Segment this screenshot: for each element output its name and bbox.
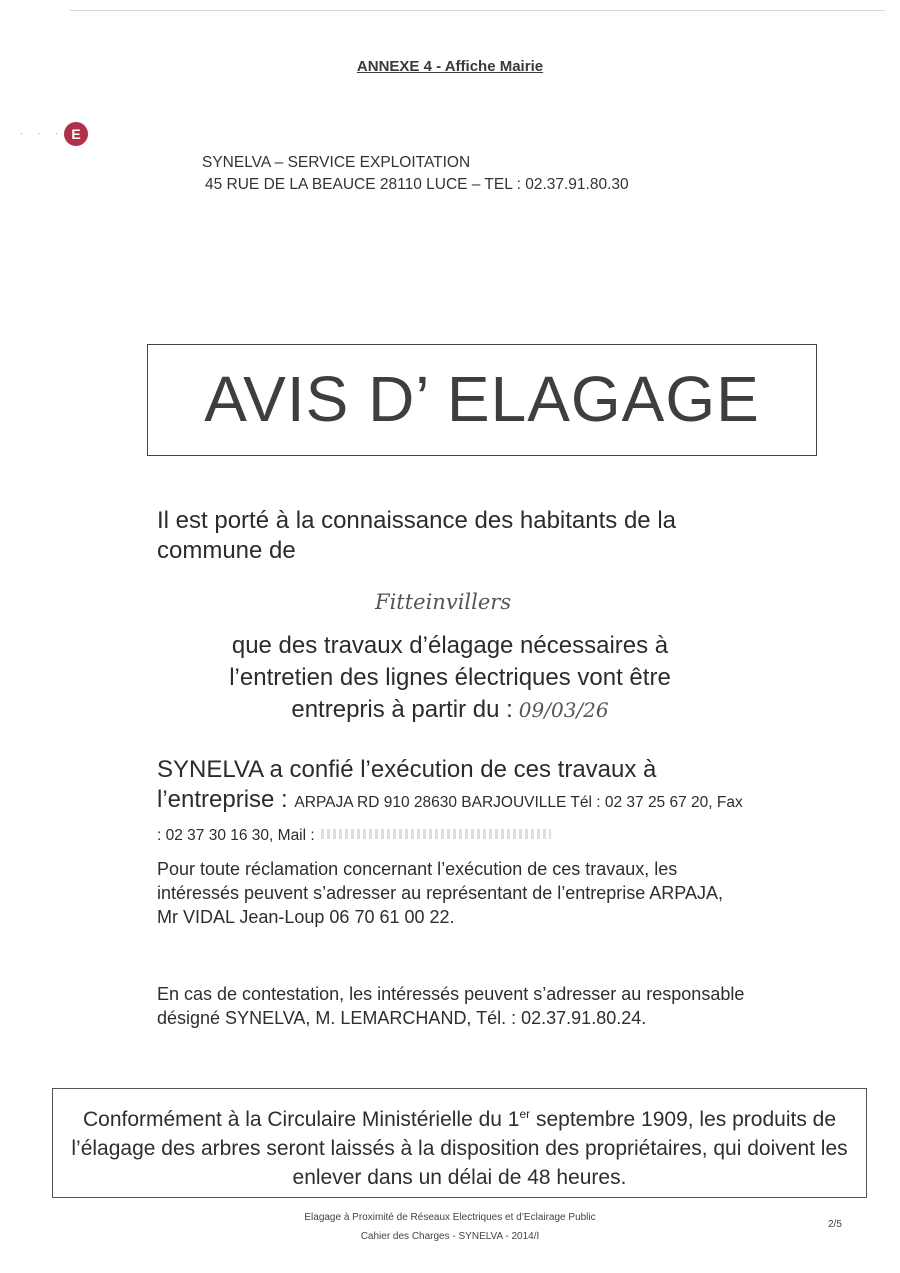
circular-text-2: septembre 1909, les produits de l’élagage des arbres seront laissés à la disposition des propriétaires, qui doivent les enlever dans un délai de 48 heures. [71,1108,848,1189]
page-number: 2/5 [828,1219,842,1230]
footer-line-1: Elagage à Proximité de Réseaux Electriques et d’Eclairage Public [304,1212,596,1223]
dispute-paragraph: En cas de contestation, les intéressés peuvent s’adresser au responsable désigné SYNELVA, M. LEMARCHAND, Tél. : 02.37.91.80.24. [157,984,745,1028]
circular-sup: er [519,1107,531,1121]
sender-line-2: 45 RUE DE LA BEAUCE 28110 LUCE – TEL : 02.37.91.80.30 [205,176,629,193]
start-date-handwritten: 09/03/26 [518,698,609,722]
contractor-paragraph [157,755,747,851]
footer-line-2: Cahier des Charges - SYNELVA - 2014/I [360,1231,540,1242]
complaint-paragraph: Pour toute réclamation concernant l’exécution de ces travaux, les intéressés peuvent s’adresser au représentant de l’entreprise ARPAJA, Mr VIDAL Jean-Loup 06 70 61 00 22. [157,859,723,927]
top-rule [70,10,885,11]
works-line-2: l’entretien des lignes électriques vont être [229,664,671,691]
circular-notice [52,1100,867,1192]
scan-specks: · · · [20,128,64,138]
annex-title: ANNEXE 4 - Affiche Mairie [356,58,544,75]
works-line-1: que des travaux d’élagage nécessaires à [231,632,669,659]
contractor-intro: SYNELVA a confié l’exécution de ces travaux à l’entreprise : [157,756,657,813]
works-line-3 [150,694,750,726]
sender-address [202,152,629,196]
redacted-email [321,829,551,839]
contractor-details: ARPAJA RD 910 28630 BARJOUVILLE Tél : 02 37 25 67 20, Fax : 02 37 30 16 30, Mail : [157,794,743,844]
notice-intro: Il est porté à la connaissance des habitants de la commune de [157,507,676,564]
synelva-logo-icon: E [64,122,88,146]
page-title: AVIS D’ ELAGAGE [204,363,760,435]
works-notice [150,630,750,726]
circular-text-1: Conformément à la Circulaire Ministérielle du 1 [82,1108,520,1131]
sender-line-1: SYNELVA – SERVICE EXPLOITATION [202,154,471,171]
commune-handwritten: Fitteinvillers [375,590,512,614]
start-date-label: entrepris à partir du : [291,696,513,723]
